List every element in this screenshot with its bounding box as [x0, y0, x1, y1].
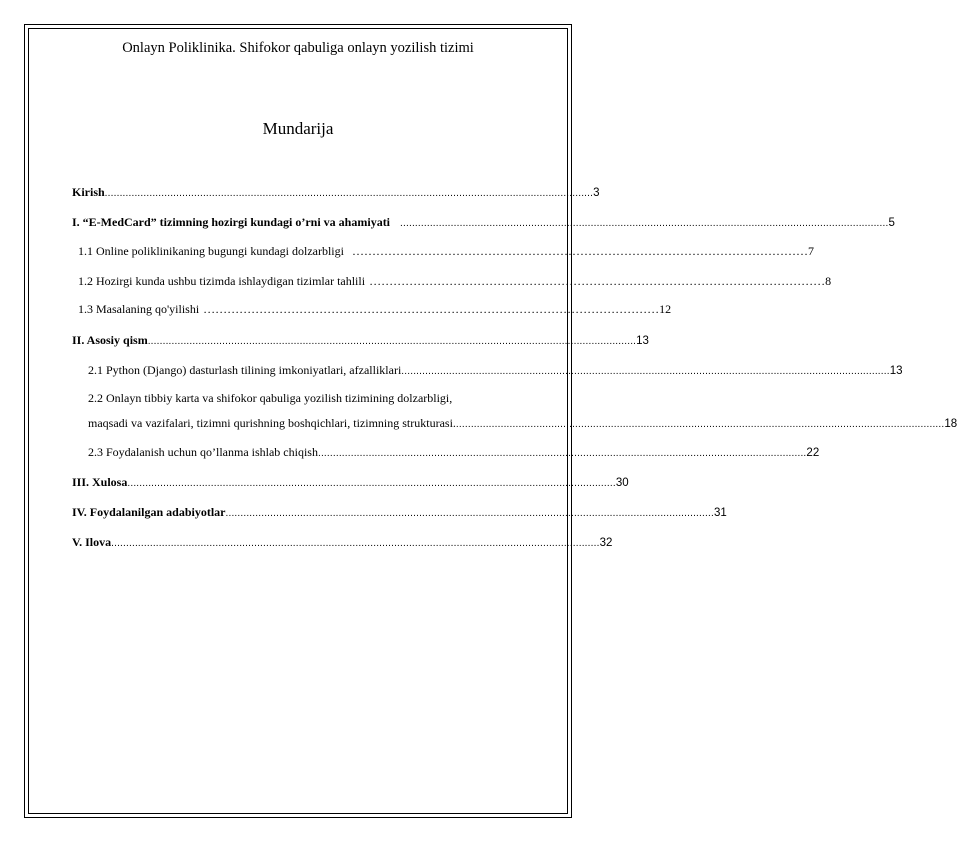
toc-entry-label: 1.2 Hozirgi kunda ushbu tizimda ishlaydigan tizimlar tahlili [78, 274, 366, 288]
toc-entry-2-3[interactable] [88, 445, 820, 460]
toc-entry-label: maqsadi va vazifalari, tizimni qurishning boshqichlari, tizimning strukturasi. [88, 416, 456, 430]
toc-title: Mundarija [262, 119, 334, 138]
toc-entry-page: 13 [889, 365, 903, 377]
toc-entry-label: II. Asosiy qism [72, 333, 148, 347]
toc-entry-page: 31 [713, 507, 727, 519]
toc-entry-section-1[interactable] [72, 215, 895, 230]
toc-leader-dots: …………………………………………………………………………………………………… [203, 302, 660, 316]
toc-entry-page: 8 [825, 274, 832, 288]
toc-entry-2-2[interactable] [88, 416, 957, 431]
toc-entry-page: 32 [599, 537, 613, 549]
toc-leader-dots: .................................................................................................................................................................... [147, 336, 637, 347]
toc-entry-section-5[interactable] [72, 535, 613, 550]
toc-entry-label: III. Xulosa [72, 475, 128, 489]
toc-entry-page: 18 [944, 418, 957, 430]
toc-entry-label: 1.3 Masalaning qo'yilishi [78, 302, 200, 316]
toc-leader-dots: …………………………………………………………………………………………………… [351, 244, 808, 258]
toc-leader-dots: .................................................................................................................................................................... [401, 366, 890, 377]
toc-entry-section-3[interactable] [72, 475, 629, 490]
toc-entry-2-2-line1-text: 2.2 Onlayn tibbiy karta va shifokor qabuliga yozilish tizimining dolzarbligi, [88, 391, 453, 405]
toc-entry-label: V. Ilova [72, 535, 112, 549]
toc-entry-label: I. “E-MedCard” tizimning hozirgi kundagi o’rni va ahamiyati [72, 215, 391, 229]
toc-leader-dots: .................................................................................................................................................................... [111, 538, 600, 549]
toc-entry-kirish[interactable] [72, 185, 600, 200]
toc-entry-label: 2.1 Python (Django) dasturlash tilining imkoniyatlari, afzalliklari [88, 363, 402, 377]
toc-leader-dots: .................................................................................................................................................................... [104, 188, 594, 199]
toc-entry-label: 1.1 Online poliklinikaning bugungi kundagi dolzarbligi [78, 244, 344, 258]
toc-entry-page: 7 [807, 244, 814, 258]
toc-leader-dots: .................................................................................................................................................................... [317, 448, 807, 459]
toc-entry-page: 3 [593, 187, 600, 199]
toc-entry-2-1[interactable] [88, 363, 903, 378]
toc-entry-label: Kirish [72, 185, 105, 199]
document-header: Onlayn Poliklinika. Shifokor qabuliga onlayn yozilish tizimi [122, 40, 474, 56]
toc-leader-dots: .................................................................................................................................................................... [127, 478, 616, 489]
toc-leader-dots: …………………………………………………………………………………………………… [369, 274, 826, 288]
toc-entry-label: 2.3 Foydalanish uchun qo’llanma ishlab chiqish [88, 445, 318, 459]
toc-entry-1-3[interactable] [78, 302, 672, 317]
toc-entry-page: 12 [659, 302, 672, 316]
toc-entry-page: 22 [806, 447, 820, 459]
toc-leader-dots: .................................................................................................................................................................... [455, 419, 945, 430]
toc-entry-page: 30 [615, 477, 629, 489]
toc-entry-page: 13 [636, 335, 649, 347]
toc-leader-dots: .................................................................................................................................................................... [225, 508, 714, 519]
toc-entry-1-2[interactable] [78, 274, 832, 289]
toc-entry-section-2[interactable] [72, 333, 649, 348]
toc-leader-dots: .................................................................................................................................................................... [400, 218, 889, 229]
toc-entry-section-4[interactable] [72, 505, 727, 520]
toc-entry-1-1[interactable] [78, 244, 814, 259]
toc-entry-label: IV. Foydalanilgan adabiyotlar [72, 505, 226, 519]
toc-entry-page: 5 [888, 217, 895, 229]
